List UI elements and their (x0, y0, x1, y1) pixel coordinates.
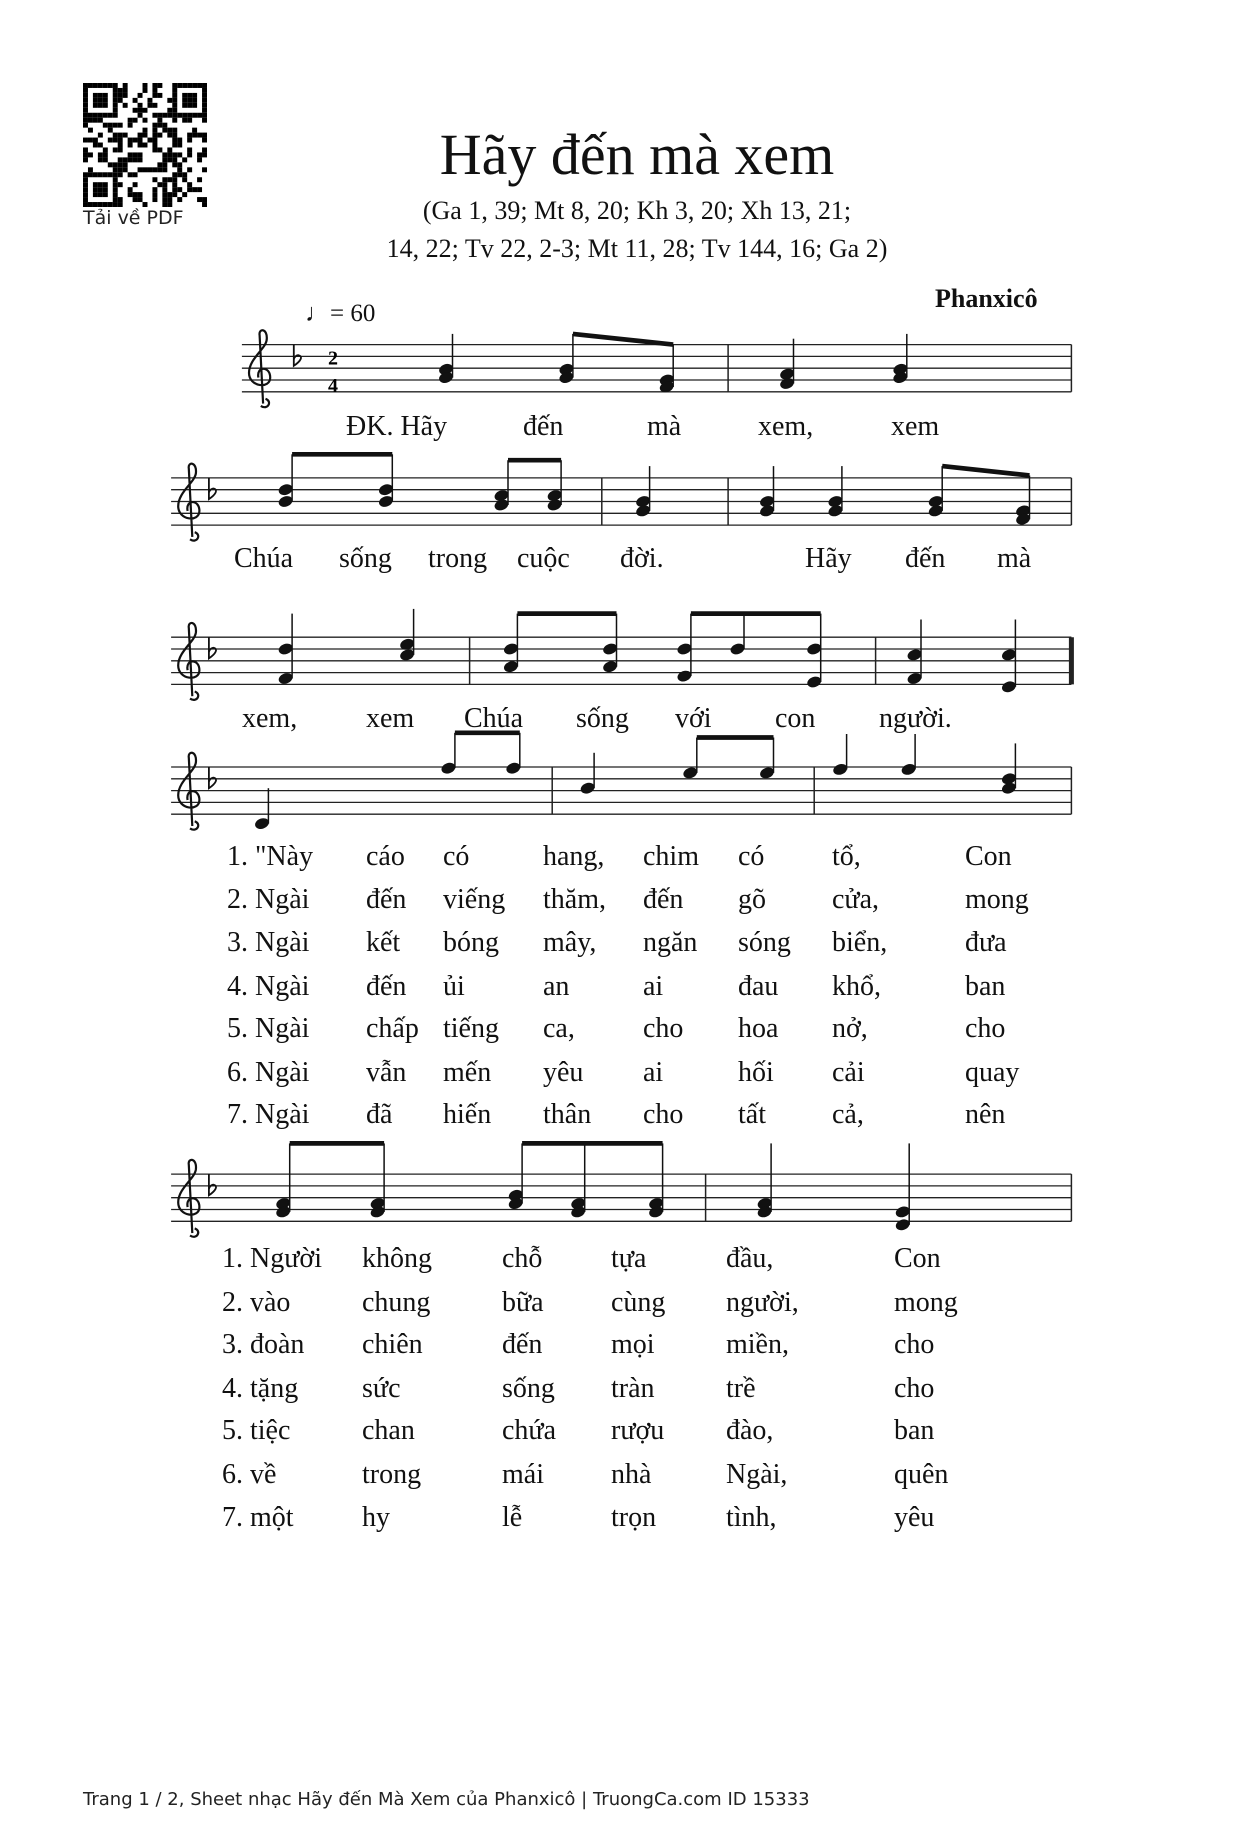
lyric-word: cho (965, 1013, 1006, 1044)
lyric-word: 5. tiệc (222, 1415, 291, 1446)
lyric-word: cải (832, 1057, 865, 1088)
lyric-word: thăm, (543, 884, 606, 915)
lyric-word: mong (965, 884, 1029, 915)
tempo-marking: ♩= 60 (305, 300, 376, 327)
lyric-word: chim (643, 841, 699, 872)
lyric-word: đưa (965, 927, 1007, 958)
lyric-word: cả, (832, 1099, 864, 1130)
lyric-word: 3. đoàn (222, 1329, 305, 1360)
lyric-word: chan (362, 1415, 415, 1446)
lyric-word: đầu, (726, 1243, 774, 1274)
lyric-word: 4. tặng (222, 1373, 299, 1404)
lyric-word: đào, (726, 1415, 774, 1446)
lyric-word: ca, (543, 1013, 575, 1044)
lyric-word: người, (726, 1287, 799, 1318)
lyric-word: yêu (543, 1057, 584, 1088)
lyric-word: biển, (832, 927, 888, 958)
lyric-word: đời. (620, 543, 664, 574)
lyric-word: đến (366, 971, 407, 1002)
lyric-word: ban (894, 1415, 935, 1446)
lyric-word: tất (738, 1099, 766, 1130)
lyric-word: 2. Ngài (227, 884, 310, 915)
scripture-references-line-1: (Ga 1, 39; Mt 8, 20; Kh 3, 20; Xh 13, 21; (422, 196, 852, 225)
flat-icon (294, 345, 301, 366)
lyric-word: mến (443, 1057, 492, 1088)
lyric-word: cửa, (832, 884, 880, 915)
lyric-word: con (775, 703, 816, 734)
staff-3 (171, 609, 1071, 700)
lyric-word: cho (643, 1099, 684, 1130)
lyric-word: mọi (611, 1329, 655, 1360)
lyric-word: lễ (502, 1502, 523, 1533)
lyric-word: viếng (443, 884, 506, 915)
lyric-word: thân (543, 1099, 592, 1130)
lyric-word: 5. Ngài (227, 1013, 310, 1044)
lyric-word: trọn (611, 1502, 657, 1533)
lyric-word: hang, (543, 841, 605, 872)
lyric-word: chấp (366, 1013, 419, 1044)
lyric-word: ủi (443, 971, 465, 1002)
scripture-references-line-2: 14, 22; Tv 22, 2-3; Mt 11, 28; Tv 144, 16; Ga 2) (386, 234, 888, 263)
lyric-word: cho (894, 1373, 935, 1404)
staff-4 (171, 733, 1071, 831)
lyric-word: vẫn (366, 1057, 407, 1088)
lyric-word: 1. "Này (227, 841, 314, 872)
lyric-word: hối (738, 1057, 774, 1088)
lyric-word: chiên (362, 1329, 423, 1360)
lyric-word: nở, (832, 1013, 868, 1044)
lyric-word: gõ (738, 884, 766, 915)
lyric-word: mà (997, 543, 1032, 574)
lyric-word: không (362, 1243, 432, 1274)
lyric-word: với (675, 703, 712, 734)
lyric-word: 2. vào (222, 1287, 291, 1318)
lyric-word: tựa (611, 1243, 647, 1274)
lyric-word: cho (894, 1329, 935, 1360)
lyric-word: hy (362, 1502, 390, 1533)
staff-1 (242, 330, 1072, 407)
lyric-word: chung (362, 1287, 431, 1318)
lyric-word: 1. Người (222, 1243, 322, 1274)
lyric-word: sóng (738, 927, 791, 958)
lyric-word: tình, (726, 1502, 777, 1533)
lyric-word: mây, (543, 927, 597, 958)
lyric-word: Hãy (805, 543, 852, 574)
lyric-word: ban (965, 971, 1006, 1002)
lyric-word: 7. Ngài (227, 1099, 310, 1130)
lyric-word: chứa (502, 1415, 557, 1446)
lyric-word: Con (965, 841, 1012, 872)
lyric-word: Chúa (464, 703, 524, 734)
lyric-word: ai (643, 971, 664, 1002)
lyric-word: hiến (443, 1099, 492, 1130)
lyric-word: đau (738, 971, 779, 1002)
lyric-word: đến (643, 884, 684, 915)
lyric-word: 3. Ngài (227, 927, 310, 958)
flat-icon (209, 637, 216, 658)
staff-2 (171, 454, 1071, 540)
lyric-word: cáo (366, 841, 405, 872)
flat-icon (209, 1174, 216, 1195)
lyric-word: tiếng (443, 1013, 499, 1044)
lyric-word: trong (362, 1459, 422, 1490)
staff-5 (171, 1143, 1071, 1236)
song-title: Hãy đến mà xem (439, 122, 835, 187)
lyric-word: bữa (502, 1287, 544, 1318)
lyric-word: xem, (242, 703, 298, 734)
lyric-word: 6. về (222, 1459, 277, 1490)
lyric-word: Ngài, (726, 1459, 788, 1490)
lyric-word: trề (726, 1373, 756, 1404)
flat-icon (209, 767, 216, 788)
lyric-word: đến (905, 543, 946, 574)
lyric-word: ngăn (643, 927, 698, 958)
lyric-word: kết (366, 927, 401, 958)
lyric-word: an (543, 971, 570, 1002)
lyric-word: sức (362, 1373, 401, 1404)
lyric-word: ĐK. Hãy (346, 411, 448, 442)
lyric-word: xem, (758, 411, 814, 442)
beam (573, 334, 673, 345)
lyric-word: đến (523, 411, 564, 442)
lyric-word: bóng (443, 927, 499, 958)
lyric-word: quên (894, 1459, 949, 1490)
lyric-word: trong (428, 543, 488, 574)
lyric-word: ai (643, 1057, 664, 1088)
footer-page-info: Trang 1 / 2, Sheet nhạc Hãy đến Mà Xem của Phanxicô | TruongCa.com ID 15333 (83, 1789, 810, 1810)
lyric-word: mà (647, 411, 682, 442)
lyric-word: có (738, 841, 765, 872)
lyric-word: đã (366, 1099, 393, 1130)
lyric-word: người. (879, 703, 952, 734)
lyric-word: tổ, (832, 841, 861, 872)
lyric-word: nhà (611, 1459, 652, 1490)
lyric-word: tràn (611, 1373, 655, 1404)
lyric-word: đến (502, 1329, 543, 1360)
lyric-word: Con (894, 1243, 941, 1274)
lyric-word: 4. Ngài (227, 971, 310, 1002)
lyric-word: 6. Ngài (227, 1057, 310, 1088)
lyric-word: miền, (726, 1329, 789, 1360)
lyric-word: 7. một (222, 1502, 294, 1533)
lyric-word: sống (502, 1373, 555, 1404)
flat-icon (209, 478, 216, 499)
lyric-word: mái (502, 1459, 544, 1490)
lyric-word: sống (576, 703, 629, 734)
lyric-word: mong (894, 1287, 958, 1318)
lyric-word: xem (366, 703, 415, 734)
lyric-word: cùng (611, 1287, 666, 1318)
lyric-word: khổ, (832, 971, 881, 1002)
lyric-word: chỗ (502, 1243, 543, 1274)
lyric-word: sống (339, 543, 392, 574)
lyric-word: đến (366, 884, 407, 915)
composer: Phanxicô (935, 284, 1038, 313)
download-pdf-link[interactable]: Tải về PDF (83, 207, 184, 229)
lyric-word: xem (891, 411, 940, 442)
lyric-word: Chúa (234, 543, 294, 574)
lyric-word: cho (643, 1013, 684, 1044)
time-signature-top: 2 (328, 347, 338, 370)
lyric-word: hoa (738, 1013, 779, 1044)
lyric-word: có (443, 841, 470, 872)
lyric-word: quay (965, 1057, 1020, 1088)
lyric-word: rượu (611, 1415, 665, 1446)
lyric-word: cuộc (517, 543, 570, 574)
lyric-word: yêu (894, 1502, 935, 1533)
time-signature-bottom: 4 (328, 374, 338, 397)
lyric-word: nên (965, 1099, 1006, 1130)
beam (942, 466, 1029, 475)
